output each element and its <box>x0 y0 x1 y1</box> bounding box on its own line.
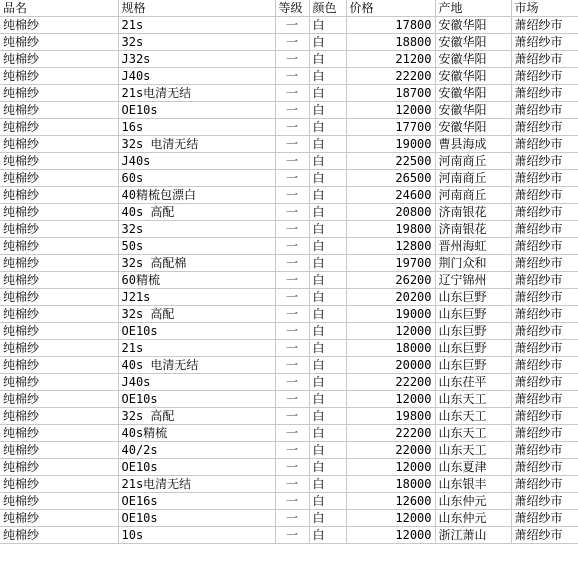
table-row <box>0 68 578 85</box>
cell-name[interactable]: 纯棉纱 <box>0 255 118 272</box>
cell-color[interactable]: 白 <box>309 238 346 255</box>
cell-price[interactable]: 19800 <box>346 221 435 238</box>
cell-origin[interactable]: 安徽华阳 <box>435 17 511 34</box>
cell-price[interactable]: 19000 <box>346 306 435 323</box>
cell-price[interactable]: 21200 <box>346 51 435 68</box>
cell-grade[interactable]: 一 <box>275 340 309 357</box>
table-row <box>0 527 578 544</box>
cell-origin[interactable]: 济南银花 <box>435 221 511 238</box>
cell-grade[interactable]: 一 <box>275 238 309 255</box>
cell-color[interactable]: 白 <box>309 68 346 85</box>
cell-color[interactable]: 白 <box>309 476 346 493</box>
header-cell-price[interactable]: 价格 <box>346 0 435 17</box>
cell-grade[interactable]: 一 <box>275 306 309 323</box>
cell-color[interactable]: 白 <box>309 442 346 459</box>
cell-name[interactable]: 纯棉纱 <box>0 306 118 323</box>
cell-grade[interactable]: 一 <box>275 408 309 425</box>
cell-price[interactable]: 20800 <box>346 204 435 221</box>
cell-grade[interactable]: 一 <box>275 102 309 119</box>
table-row <box>0 51 578 68</box>
cell-color[interactable]: 白 <box>309 357 346 374</box>
cell-spec[interactable]: OE16s <box>118 493 275 510</box>
cell-color[interactable]: 白 <box>309 170 346 187</box>
cell-origin[interactable]: 济南银花 <box>435 204 511 221</box>
cell-price[interactable]: 22200 <box>346 425 435 442</box>
cell-grade[interactable]: 一 <box>275 221 309 238</box>
cell-market[interactable]: 萧绍纱市 <box>511 17 578 34</box>
cell-grade[interactable]: 一 <box>275 493 309 510</box>
table-row <box>0 153 578 170</box>
table-row <box>0 102 578 119</box>
cell-spec[interactable]: 60s <box>118 170 275 187</box>
cell-price[interactable]: 12000 <box>346 391 435 408</box>
cell-market[interactable]: 萧绍纱市 <box>511 136 578 153</box>
cell-name[interactable]: 纯棉纱 <box>0 102 118 119</box>
cell-spec[interactable]: 32s 电清无结 <box>118 136 275 153</box>
cell-origin[interactable]: 辽宁锦州 <box>435 272 511 289</box>
cell-color[interactable]: 白 <box>309 306 346 323</box>
cell-origin[interactable]: 山东仲元 <box>435 493 511 510</box>
table-body <box>0 17 578 544</box>
cell-color[interactable]: 白 <box>309 204 346 221</box>
cell-origin[interactable]: 曹县海成 <box>435 136 511 153</box>
cell-color[interactable]: 白 <box>309 340 346 357</box>
cell-origin[interactable]: 山东巨野 <box>435 323 511 340</box>
cell-market[interactable]: 萧绍纱市 <box>511 340 578 357</box>
table-row <box>0 17 578 34</box>
cell-market[interactable]: 萧绍纱市 <box>511 374 578 391</box>
cell-color[interactable]: 白 <box>309 408 346 425</box>
cell-color[interactable]: 白 <box>309 17 346 34</box>
cell-origin[interactable]: 山东天工 <box>435 425 511 442</box>
cell-name[interactable]: 纯棉纱 <box>0 204 118 221</box>
cell-spec[interactable]: 21s <box>118 17 275 34</box>
header-cell-grade[interactable]: 等级 <box>275 0 309 17</box>
cell-spec[interactable]: OE10s <box>118 391 275 408</box>
cell-price[interactable]: 12000 <box>346 102 435 119</box>
cell-name[interactable]: 纯棉纱 <box>0 170 118 187</box>
cell-market[interactable]: 萧绍纱市 <box>511 357 578 374</box>
table-row <box>0 289 578 306</box>
cell-color[interactable]: 白 <box>309 425 346 442</box>
cell-spec[interactable]: J32s <box>118 51 275 68</box>
cell-market[interactable]: 萧绍纱市 <box>511 323 578 340</box>
cell-origin[interactable]: 安徽华阳 <box>435 68 511 85</box>
cell-origin[interactable]: 山东巨野 <box>435 340 511 357</box>
cell-price[interactable]: 20200 <box>346 289 435 306</box>
cell-spec[interactable]: 40s 高配 <box>118 204 275 221</box>
cell-price[interactable]: 18000 <box>346 476 435 493</box>
cell-origin[interactable]: 山东茌平 <box>435 374 511 391</box>
cell-color[interactable]: 白 <box>309 493 346 510</box>
cell-color[interactable]: 白 <box>309 119 346 136</box>
cell-spec[interactable]: 21s电清无结 <box>118 476 275 493</box>
cell-market[interactable]: 萧绍纱市 <box>511 510 578 527</box>
cell-grade[interactable]: 一 <box>275 476 309 493</box>
cell-color[interactable]: 白 <box>309 323 346 340</box>
header-cell-name[interactable]: 品名 <box>0 0 118 17</box>
cell-color[interactable]: 白 <box>309 374 346 391</box>
cell-name[interactable]: 纯棉纱 <box>0 153 118 170</box>
cell-color[interactable]: 白 <box>309 85 346 102</box>
cell-spec[interactable]: J40s <box>118 153 275 170</box>
cell-spec[interactable]: OE10s <box>118 102 275 119</box>
cell-grade[interactable]: 一 <box>275 289 309 306</box>
table-row <box>0 136 578 153</box>
table-row <box>0 221 578 238</box>
cell-market[interactable]: 萧绍纱市 <box>511 493 578 510</box>
cell-origin[interactable]: 浙江萧山 <box>435 527 511 544</box>
cell-origin[interactable]: 山东天工 <box>435 442 511 459</box>
cell-grade[interactable]: 一 <box>275 425 309 442</box>
cell-market[interactable]: 萧绍纱市 <box>511 476 578 493</box>
cell-price[interactable]: 19800 <box>346 408 435 425</box>
cell-spec[interactable]: 40s 电清无结 <box>118 357 275 374</box>
table-row <box>0 442 578 459</box>
cell-name[interactable]: 纯棉纱 <box>0 476 118 493</box>
cell-name[interactable]: 纯棉纱 <box>0 187 118 204</box>
cell-origin[interactable]: 山东天工 <box>435 391 511 408</box>
header-cell-spec[interactable]: 规格 <box>118 0 275 17</box>
cell-color[interactable]: 白 <box>309 255 346 272</box>
cell-market[interactable]: 萧绍纱市 <box>511 442 578 459</box>
cell-price[interactable]: 12000 <box>346 459 435 476</box>
cell-grade[interactable]: 一 <box>275 442 309 459</box>
cell-name[interactable]: 纯棉纱 <box>0 238 118 255</box>
cell-price[interactable]: 12600 <box>346 493 435 510</box>
table-row <box>0 476 578 493</box>
cell-grade[interactable]: 一 <box>275 374 309 391</box>
cell-price[interactable]: 17800 <box>346 17 435 34</box>
cell-price[interactable]: 18700 <box>346 85 435 102</box>
table-row <box>0 238 578 255</box>
cell-origin[interactable]: 山东巨野 <box>435 306 511 323</box>
header-row <box>0 0 578 17</box>
cell-grade[interactable]: 一 <box>275 459 309 476</box>
cell-name[interactable]: 纯棉纱 <box>0 493 118 510</box>
cell-grade[interactable]: 一 <box>275 510 309 527</box>
cell-name[interactable]: 纯棉纱 <box>0 34 118 51</box>
table-row <box>0 255 578 272</box>
cell-market[interactable]: 萧绍纱市 <box>511 170 578 187</box>
table-row <box>0 374 578 391</box>
table-row <box>0 391 578 408</box>
cell-price[interactable]: 22200 <box>346 374 435 391</box>
table-row <box>0 408 578 425</box>
cell-name[interactable]: 纯棉纱 <box>0 136 118 153</box>
cell-name[interactable]: 纯棉纱 <box>0 68 118 85</box>
cell-origin[interactable]: 安徽华阳 <box>435 51 511 68</box>
cell-market[interactable]: 萧绍纱市 <box>511 289 578 306</box>
cell-origin[interactable]: 安徽华阳 <box>435 85 511 102</box>
cell-color[interactable]: 白 <box>309 391 346 408</box>
cell-price[interactable]: 19000 <box>346 136 435 153</box>
cell-market[interactable]: 萧绍纱市 <box>511 102 578 119</box>
cell-market[interactable]: 萧绍纱市 <box>511 187 578 204</box>
cell-color[interactable]: 白 <box>309 289 346 306</box>
cell-color[interactable]: 白 <box>309 136 346 153</box>
table-row <box>0 119 578 136</box>
cell-spec[interactable]: 32s 高配 <box>118 306 275 323</box>
cell-grade[interactable]: 一 <box>275 391 309 408</box>
cell-price[interactable]: 12800 <box>346 238 435 255</box>
cell-spec[interactable]: 60精梳 <box>118 272 275 289</box>
cell-name[interactable]: 纯棉纱 <box>0 221 118 238</box>
cell-spec[interactable]: 40s精梳 <box>118 425 275 442</box>
cell-spec[interactable]: J21s <box>118 289 275 306</box>
cell-market[interactable]: 萧绍纱市 <box>511 221 578 238</box>
cell-price[interactable]: 22200 <box>346 68 435 85</box>
cell-market[interactable]: 萧绍纱市 <box>511 459 578 476</box>
cell-grade[interactable]: 一 <box>275 272 309 289</box>
cell-market[interactable]: 萧绍纱市 <box>511 204 578 221</box>
cell-price[interactable]: 20000 <box>346 357 435 374</box>
cell-origin[interactable]: 河南商丘 <box>435 187 511 204</box>
cell-grade[interactable]: 一 <box>275 85 309 102</box>
cell-name[interactable]: 纯棉纱 <box>0 459 118 476</box>
cell-name[interactable]: 纯棉纱 <box>0 408 118 425</box>
cell-market[interactable]: 萧绍纱市 <box>511 527 578 544</box>
table-row <box>0 425 578 442</box>
cell-market[interactable]: 萧绍纱市 <box>511 119 578 136</box>
cell-origin[interactable]: 山东巨野 <box>435 357 511 374</box>
cell-spec[interactable]: J40s <box>118 374 275 391</box>
cell-market[interactable]: 萧绍纱市 <box>511 51 578 68</box>
cell-color[interactable]: 白 <box>309 272 346 289</box>
table-row <box>0 306 578 323</box>
cell-price[interactable]: 12000 <box>346 527 435 544</box>
cell-color[interactable]: 白 <box>309 221 346 238</box>
cell-grade[interactable]: 一 <box>275 68 309 85</box>
cell-grade[interactable]: 一 <box>275 119 309 136</box>
cell-origin[interactable]: 河南商丘 <box>435 170 511 187</box>
cell-origin[interactable]: 山东银丰 <box>435 476 511 493</box>
cell-market[interactable]: 萧绍纱市 <box>511 238 578 255</box>
cell-market[interactable]: 萧绍纱市 <box>511 272 578 289</box>
cell-market[interactable]: 萧绍纱市 <box>511 425 578 442</box>
cell-grade[interactable]: 一 <box>275 357 309 374</box>
table-row <box>0 204 578 221</box>
cell-spec[interactable]: 32s 高配 <box>118 408 275 425</box>
cell-spec[interactable]: 50s <box>118 238 275 255</box>
cell-name[interactable]: 纯棉纱 <box>0 425 118 442</box>
cell-name[interactable]: 纯棉纱 <box>0 85 118 102</box>
cell-origin[interactable]: 安徽华阳 <box>435 119 511 136</box>
cell-origin[interactable]: 山东巨野 <box>435 289 511 306</box>
cell-grade[interactable]: 一 <box>275 527 309 544</box>
table-row <box>0 170 578 187</box>
cell-price[interactable]: 26500 <box>346 170 435 187</box>
cell-spec[interactable]: 32s 高配棉 <box>118 255 275 272</box>
cell-price[interactable]: 22000 <box>346 442 435 459</box>
cell-origin[interactable]: 山东仲元 <box>435 510 511 527</box>
table-row <box>0 272 578 289</box>
cell-price[interactable]: 17700 <box>346 119 435 136</box>
cell-grade[interactable]: 一 <box>275 136 309 153</box>
cell-spec[interactable]: 32s <box>118 34 275 51</box>
cell-grade[interactable]: 一 <box>275 323 309 340</box>
cell-name[interactable]: 纯棉纱 <box>0 340 118 357</box>
cell-color[interactable]: 白 <box>309 34 346 51</box>
cell-market[interactable]: 萧绍纱市 <box>511 34 578 51</box>
cell-name[interactable]: 纯棉纱 <box>0 323 118 340</box>
cell-grade[interactable]: 一 <box>275 170 309 187</box>
cell-color[interactable]: 白 <box>309 527 346 544</box>
table-row <box>0 493 578 510</box>
cell-name[interactable]: 纯棉纱 <box>0 527 118 544</box>
cell-grade[interactable]: 一 <box>275 255 309 272</box>
cell-spec[interactable]: 10s <box>118 527 275 544</box>
header-cell-origin[interactable]: 产地 <box>435 0 511 17</box>
cell-market[interactable]: 萧绍纱市 <box>511 68 578 85</box>
cell-spec[interactable]: 32s <box>118 221 275 238</box>
header-cell-market[interactable]: 市场 <box>511 0 578 17</box>
cell-color[interactable]: 白 <box>309 510 346 527</box>
table-row <box>0 323 578 340</box>
cell-origin[interactable]: 安徽华阳 <box>435 102 511 119</box>
cell-name[interactable]: 纯棉纱 <box>0 357 118 374</box>
cell-grade[interactable]: 一 <box>275 51 309 68</box>
cell-price[interactable]: 26200 <box>346 272 435 289</box>
cell-price[interactable]: 22500 <box>346 153 435 170</box>
cell-origin[interactable]: 荆门众和 <box>435 255 511 272</box>
table-row <box>0 340 578 357</box>
table-row <box>0 34 578 51</box>
cell-name[interactable]: 纯棉纱 <box>0 510 118 527</box>
cell-origin[interactable]: 河南商丘 <box>435 153 511 170</box>
cell-market[interactable]: 萧绍纱市 <box>511 306 578 323</box>
cell-price[interactable]: 18800 <box>346 34 435 51</box>
cell-name[interactable]: 纯棉纱 <box>0 17 118 34</box>
cell-color[interactable]: 白 <box>309 153 346 170</box>
cell-price[interactable]: 24600 <box>346 187 435 204</box>
cell-spec[interactable]: 40/2s <box>118 442 275 459</box>
cell-spec[interactable]: OE10s <box>118 323 275 340</box>
cell-price[interactable]: 12000 <box>346 510 435 527</box>
cell-grade[interactable]: 一 <box>275 153 309 170</box>
cell-color[interactable]: 白 <box>309 51 346 68</box>
cell-color[interactable]: 白 <box>309 102 346 119</box>
cell-name[interactable]: 纯棉纱 <box>0 119 118 136</box>
cell-market[interactable]: 萧绍纱市 <box>511 153 578 170</box>
cell-market[interactable]: 萧绍纱市 <box>511 255 578 272</box>
cell-name[interactable]: 纯棉纱 <box>0 272 118 289</box>
cell-grade[interactable]: 一 <box>275 17 309 34</box>
table-row <box>0 459 578 476</box>
cell-name[interactable]: 纯棉纱 <box>0 374 118 391</box>
cell-spec[interactable]: 16s <box>118 119 275 136</box>
cell-spec[interactable]: OE10s <box>118 510 275 527</box>
cell-spec[interactable]: J40s <box>118 68 275 85</box>
cell-origin[interactable]: 山东夏津 <box>435 459 511 476</box>
table-row <box>0 357 578 374</box>
cell-name[interactable]: 纯棉纱 <box>0 51 118 68</box>
cell-color[interactable]: 白 <box>309 187 346 204</box>
table-row <box>0 187 578 204</box>
cell-origin[interactable]: 山东天工 <box>435 408 511 425</box>
cell-spec[interactable]: 40精梳包漂白 <box>118 187 275 204</box>
cell-origin[interactable]: 晋州海虹 <box>435 238 511 255</box>
cell-spec[interactable]: 21s <box>118 340 275 357</box>
cell-price[interactable]: 18000 <box>346 340 435 357</box>
cell-spec[interactable]: OE10s <box>118 459 275 476</box>
header-cell-color[interactable]: 颜色 <box>309 0 346 17</box>
cell-name[interactable]: 纯棉纱 <box>0 442 118 459</box>
cell-market[interactable]: 萧绍纱市 <box>511 391 578 408</box>
cell-name[interactable]: 纯棉纱 <box>0 391 118 408</box>
cell-grade[interactable]: 一 <box>275 204 309 221</box>
cell-color[interactable]: 白 <box>309 459 346 476</box>
cell-spec[interactable]: 21s电清无结 <box>118 85 275 102</box>
table-row <box>0 85 578 102</box>
table-row <box>0 510 578 527</box>
cell-grade[interactable]: 一 <box>275 34 309 51</box>
cell-price[interactable]: 19700 <box>346 255 435 272</box>
cell-market[interactable]: 萧绍纱市 <box>511 408 578 425</box>
cell-grade[interactable]: 一 <box>275 187 309 204</box>
cell-market[interactable]: 萧绍纱市 <box>511 85 578 102</box>
cell-price[interactable]: 12000 <box>346 323 435 340</box>
cell-origin[interactable]: 安徽华阳 <box>435 34 511 51</box>
cell-name[interactable]: 纯棉纱 <box>0 289 118 306</box>
